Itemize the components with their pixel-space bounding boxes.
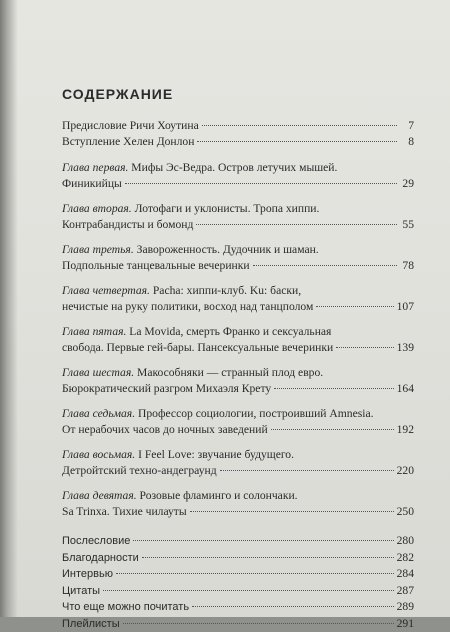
chapter-title-part-2: нечистые на руку политики, восход над танцполом bbox=[62, 299, 313, 315]
page-number: 78 bbox=[400, 258, 414, 274]
spine-shadow bbox=[0, 0, 18, 617]
back-matter bbox=[62, 533, 414, 632]
chapter-list bbox=[62, 160, 414, 520]
chapter-line-1 bbox=[62, 488, 414, 504]
chapter-line-2 bbox=[62, 217, 414, 233]
chapter-label: Глава четвертая. bbox=[62, 284, 150, 297]
chapter-title-part-1: Профессор социологии, построивший Amnesia. bbox=[135, 407, 373, 420]
front-matter bbox=[62, 118, 414, 150]
chapter-line-1 bbox=[62, 324, 414, 340]
toc-entry-title: Цитаты bbox=[62, 584, 100, 600]
toc-entry bbox=[62, 583, 414, 600]
toc-entry bbox=[62, 533, 414, 550]
page-title: СОДЕРЖАНИЕ bbox=[62, 86, 173, 102]
dot-leader bbox=[196, 224, 397, 225]
chapter-title-part-1: Мифы Эс-Ведра. Остров летучих мышей. bbox=[128, 161, 337, 174]
chapter-label: Глава восьмая. bbox=[62, 448, 135, 461]
page-number: 220 bbox=[397, 463, 414, 479]
page-number: 29 bbox=[400, 176, 414, 192]
chapter-entry bbox=[62, 406, 414, 438]
dot-leader bbox=[316, 306, 393, 307]
page-number: 250 bbox=[397, 504, 414, 520]
dot-leader bbox=[125, 183, 397, 184]
page-number: 280 bbox=[397, 533, 414, 549]
toc-entry bbox=[62, 616, 414, 632]
page-number: 8 bbox=[400, 134, 414, 150]
chapter-line-1 bbox=[62, 160, 414, 176]
chapter-label: Глава первая. bbox=[62, 161, 128, 174]
chapter-line-2 bbox=[62, 463, 414, 479]
chapter-entry bbox=[62, 447, 414, 479]
toc-entry-title: Предисловие Ричи Хоутина bbox=[62, 118, 199, 134]
toc-entry-title: Интервью bbox=[62, 567, 113, 583]
page-number: 7 bbox=[400, 118, 414, 134]
dot-leader bbox=[142, 557, 394, 558]
dot-leader bbox=[192, 606, 394, 607]
page-number: 192 bbox=[397, 422, 414, 438]
chapter-line-2 bbox=[62, 258, 414, 274]
page-number: 55 bbox=[400, 217, 414, 233]
toc-entry bbox=[62, 599, 414, 616]
dot-leader bbox=[133, 540, 393, 541]
toc-entry bbox=[62, 134, 414, 150]
chapter-line-2 bbox=[62, 504, 414, 520]
page-number: 282 bbox=[397, 550, 414, 566]
chapter-label: Глава шестая. bbox=[62, 366, 134, 379]
chapter-line-1 bbox=[62, 242, 414, 258]
page-number: 284 bbox=[397, 566, 414, 582]
chapter-title-part-2: От нерабочих часов до ночных заведений bbox=[62, 422, 268, 438]
chapter-line-1 bbox=[62, 201, 414, 217]
dot-leader bbox=[271, 429, 394, 430]
dot-leader bbox=[220, 470, 394, 471]
toc-entry-title: Плейлисты bbox=[62, 617, 120, 632]
toc-entry bbox=[62, 550, 414, 567]
chapter-title-part-2: Sa Trinxa. Тихие чилауты bbox=[62, 504, 187, 520]
chapter-title-part-1: Pacha: хиппи-клуб. Ku: баски, bbox=[150, 284, 301, 297]
dot-leader bbox=[123, 623, 394, 624]
dot-leader bbox=[190, 511, 394, 512]
chapter-line-2 bbox=[62, 299, 414, 315]
chapter-label: Глава третья. bbox=[62, 243, 134, 256]
page-number: 289 bbox=[397, 599, 414, 615]
chapter-entry bbox=[62, 201, 414, 233]
toc-entry bbox=[62, 118, 414, 134]
chapter-title-part-1: La Movida, смерть Франко и сексуальная bbox=[126, 325, 331, 338]
chapter-title-part-2: Бюрократический разгром Михаэля Крету bbox=[62, 381, 271, 397]
chapter-line-1 bbox=[62, 447, 414, 463]
chapter-entry bbox=[62, 160, 414, 192]
dot-leader bbox=[336, 347, 393, 348]
toc-entry bbox=[62, 566, 414, 583]
toc-entry-title: Вступление Хелен Донлон bbox=[62, 134, 194, 150]
chapter-entry bbox=[62, 283, 414, 315]
dot-leader bbox=[274, 388, 393, 389]
page-number: 139 bbox=[397, 340, 414, 356]
chapter-line-1 bbox=[62, 283, 414, 299]
page-number: 107 bbox=[397, 299, 414, 315]
toc-entry-title: Что еще можно почитать bbox=[62, 600, 189, 616]
dot-leader bbox=[103, 590, 394, 591]
page-number: 291 bbox=[397, 616, 414, 632]
chapter-label: Глава седьмая. bbox=[62, 407, 135, 420]
chapter-title-part-2: свобода. Первые гей-бары. Пансексуальные вечеринки bbox=[62, 340, 333, 356]
chapter-label: Глава вторая. bbox=[62, 202, 132, 215]
chapter-entry bbox=[62, 324, 414, 356]
chapter-label: Глава пятая. bbox=[62, 325, 126, 338]
chapter-title-part-1: I Feel Love: звучание будущего. bbox=[135, 448, 294, 461]
dot-leader bbox=[197, 141, 397, 142]
chapter-title-part-2: Контрабандисты и бомонд bbox=[62, 217, 193, 233]
chapter-line-1 bbox=[62, 406, 414, 422]
chapter-line-2 bbox=[62, 422, 414, 438]
chapter-entry bbox=[62, 242, 414, 274]
chapter-title-part-1: Лотофаги и уклонисты. Тропа хиппи. bbox=[132, 202, 320, 215]
chapter-title-part-1: Розовые фламинго и солончаки. bbox=[137, 489, 298, 502]
chapter-title-part-1: Завороженность. Дудочник и шаман. bbox=[134, 243, 319, 256]
chapter-line-2 bbox=[62, 381, 414, 397]
dot-leader bbox=[253, 265, 397, 266]
dot-leader bbox=[202, 125, 397, 126]
chapter-title-part-2: Финикийцы bbox=[62, 176, 122, 192]
toc-entry-title: Послесловие bbox=[62, 534, 130, 550]
page-number: 287 bbox=[397, 583, 414, 599]
chapter-entry bbox=[62, 488, 414, 520]
chapter-title-part-2: Подпольные танцевальные вечеринки bbox=[62, 258, 250, 274]
chapter-line-1 bbox=[62, 365, 414, 381]
dot-leader bbox=[116, 573, 394, 574]
toc-entry-title: Благодарности bbox=[62, 551, 139, 567]
chapter-title-part-1: Макособняки — странный плод евро. bbox=[134, 366, 323, 379]
chapter-line-2 bbox=[62, 340, 414, 356]
page-number: 164 bbox=[397, 381, 414, 397]
chapter-label: Глава девятая. bbox=[62, 489, 137, 502]
table-of-contents bbox=[62, 118, 414, 632]
chapter-line-2 bbox=[62, 176, 414, 192]
chapter-title-part-2: Детройтский техно-андеграунд bbox=[62, 463, 217, 479]
chapter-entry bbox=[62, 365, 414, 397]
